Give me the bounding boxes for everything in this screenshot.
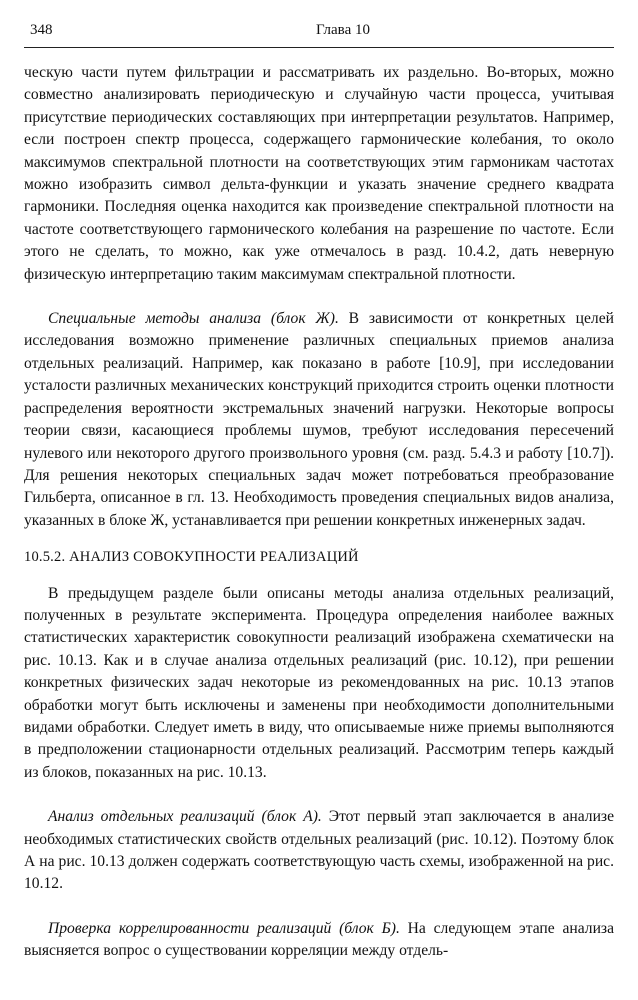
header-rule [24,47,614,48]
paragraph-gap [24,896,614,918]
paragraph-block-a [24,806,614,896]
paragraph-text-block-b: На следующем этапе анализа выясняется вопрос о существовании корреляции между отдель- [24,919,614,960]
paragraph-gap [24,569,614,583]
paragraph-lead-block-a: Анализ отдельных реализаций (блок А). [48,808,322,826]
page-header [24,20,608,44]
page-number: 348 [30,22,53,38]
paragraph-gap [24,532,614,546]
paragraph-lead-special-methods: Специальные методы анализа (блок Ж). [48,310,339,328]
paragraph-special-methods [24,308,614,532]
paragraph-text-special-methods: В зависимости от конкретных целей исследования возможно применение различных специальных приемов анализа отдельных реализаций. Например, как показано в работе [10.9], при исследовании усталости различных механических конструкций приходится строить оценки плотности распределения вероятности экстремальных значений нагрузки. Некоторые вопросы теории связи, касающиеся проблемы шумов, требуют исследования пересечений нулевого или некоторого другого произвольного уровня (см. разд. 5.4.3 и работу [10.7]). Для решения некоторых специальных задач может потребоваться преобразование Гильберта, описанное в гл. 13. Необходимость проведения специальных видов анализа, указанных в блоке Ж, устанавливается при решении конкретных инженерных задач. [24,310,614,529]
paragraph-ensemble-intro: В предыдущем разделе были описаны методы анализа отдельных реализаций, полученных в результате эксперимента. Процедура определения наиболее важных статистических характеристик совокупности реализаций изображена схематически на рис. 10.13. Как и в случае анализа отдельных реализаций (рис. 10.12), при решении конкретных физических задач некоторые из рекомендованных на рис. 10.13 этапов обработки могут быть исключены и заменены при необходимости дополнительными видами обработки. Следует иметь в виду, что описываемые ниже приемы выполняются в предположении стационарности отдельных реализаций. Рассмотрим теперь каждый из блоков, показанных на рис. 10.13. [24,584,614,781]
paragraph-gap [24,286,614,308]
paragraph-text-block-a: Этот первый этап заключается в анализе необходимых статистических свойств отдельных реализаций (рис. 10.12). Поэтому блок А на рис. 10.13 должен содержать соответствующую часть схемы, изображенной на рис. 10.12. [24,808,614,893]
paragraph-block-b [24,918,614,963]
running-title: Глава 10 [316,22,370,38]
section-heading: 10.5.2. АНАЛИЗ СОВОКУПНОСТИ РЕАЛИЗАЦИЙ [24,549,359,566]
body-text [24,62,614,963]
paragraph-continued: ческую части путем фильтрации и рассматривать их раздельно. Во-вторых, можно совместно анализировать периодическую и случайную части процесса, учитывая присутствие периодических составляющих при интерпретации результатов. Например, если построен спектр процесса, содержащего гармонические колебания, то около максимумов спектральной плотности на соответствующих этим гармоникам частотах можно изобразить символ дельта-функции и указать значение среднего квадрата гармоники. Последняя оценка находится как произведение спектральной плотности на частоте соответствующего гармонического колебания на разрешение по частоте. Если этого не сделать, то можно, как уже отмечалось в разд. 10.4.2, дать неверную физическую интерпретацию таким максимумам спектральной плотности. [24,64,614,283]
paragraph-gap [24,784,614,806]
paragraph-lead-block-b: Проверка коррелированности реализаций (блок Б). [48,919,400,937]
